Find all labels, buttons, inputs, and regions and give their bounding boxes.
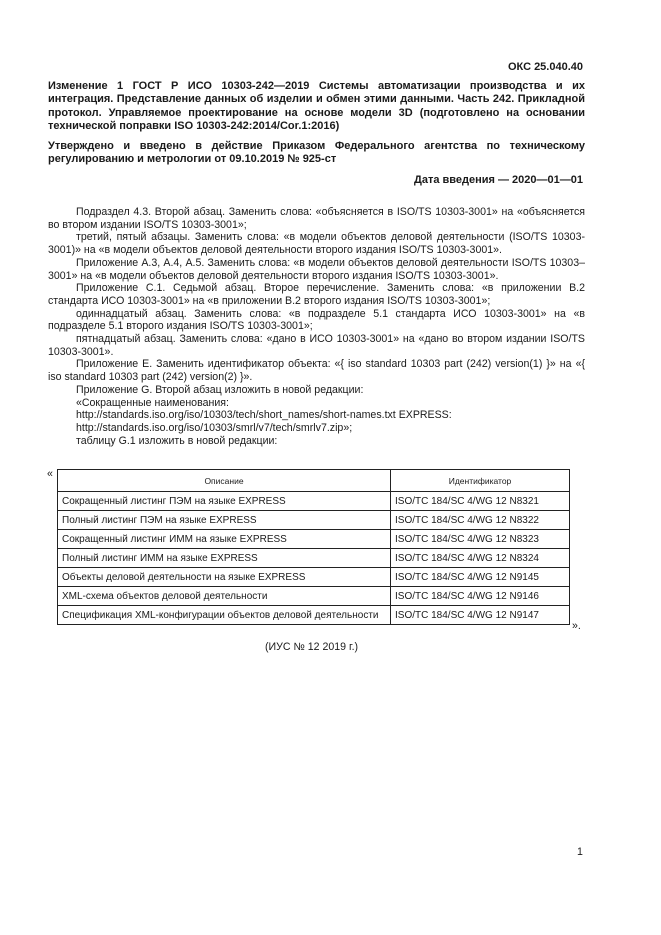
amendment-body [48, 206, 585, 447]
link-smrl: http://standards.iso.org/iso/10303/smrl/v7/tech/smrlv7.zip»; [76, 421, 353, 434]
cell-description: Объекты деловой деятельности на языке EXPRESS [58, 568, 391, 587]
paragraph-table-g1: таблицу G.1 изложить в новой редакции: [76, 434, 278, 447]
cell-identifier: ISO/TC 184/SC 4/WG 12 N8324 [391, 549, 570, 568]
paragraph-short-names: «Сокращенные наименования: [76, 396, 229, 409]
quote-open-mark: « [47, 468, 53, 480]
cell-identifier: ISO/TC 184/SC 4/WG 12 N9146 [391, 587, 570, 606]
paragraph-4-3: Подраздел 4.3. Второй абзац. Заменить слова: «объясняется в ISO/TS 10303-3001» на «объясняется во втором издании ISO/TS 10303-3001»; [48, 206, 585, 231]
quote-close-mark: ». [572, 620, 581, 632]
cell-description: Полный листинг ПЭМ на языке EXPRESS [58, 511, 391, 530]
cell-description: Полный листинг ИММ на языке EXPRESS [58, 549, 391, 568]
cell-description: Спецификация XML-конфигурации объектов деловой деятельности [58, 606, 391, 625]
header-description: Описание [58, 470, 391, 492]
ius-reference: (ИУС № 12 2019 г.) [265, 641, 359, 653]
cell-identifier: ISO/TC 184/SC 4/WG 12 N8322 [391, 511, 570, 530]
paragraph-eleventh: одиннадцатый абзац. Заменить слова: «в подразделе 5.1 стандарта ИСО 10303-3001» на «в подразделе 5.1 второго издания ISO/TS 10303-3001»; [48, 307, 585, 333]
cell-description: Сокращенный листинг ИММ на языке EXPRESS [58, 530, 391, 549]
table-row [58, 568, 570, 587]
amendment-title: Изменение 1 ГОСТ Р ИСО 10303-242—2019 Системы автоматизации производства и их интеграция. Представление данных об изделии и обмен этими данными. Часть 242. Прикладной протокол. Управляемое проектирование на основе модели 3D (подготовлено на основании технической поправки ISO 10303-242:2014/Cor.1:2016) [48, 80, 585, 133]
link-short-names: http://standards.iso.org/iso/10303/tech/short_names/short-names.txt EXPRESS: [76, 409, 452, 422]
paragraph-annex-c1: Приложение С.1. Седьмой абзац. Второе перечисление. Заменить слова: «в приложении В.2 стандарта ИСО 10303-3001» на «в приложении В.2 второго издания ISO/TS 10303-3001»; [48, 282, 585, 307]
table-row [58, 606, 570, 625]
paragraph-annex-e: Приложение Е. Заменить идентификатор объекта: «{ iso standard 10303 part (242) version(1) }» на «{ iso standard 10303 part (242) version(2) }». [48, 358, 585, 384]
cell-identifier: ISO/TC 184/SC 4/WG 12 N9147 [391, 606, 570, 625]
effective-date: Дата введения — 2020—01—01 [414, 174, 583, 186]
table-header-row [58, 470, 570, 492]
table-row [58, 587, 570, 606]
oks-code: ОКС 25.040.40 [507, 61, 583, 73]
cell-identifier: ISO/TC 184/SC 4/WG 12 N9145 [391, 568, 570, 587]
table-row [58, 492, 570, 511]
table-row [58, 511, 570, 530]
cell-description: Сокращенный листинг ПЭМ на языке EXPRESS [58, 492, 391, 511]
cell-identifier: ISO/TC 184/SC 4/WG 12 N8323 [391, 530, 570, 549]
approval-statement: Утверждено и введено в действие Приказом Федерального агентства по техническому регулированию и метрологии от 09.10.2019 № 925-ст [48, 140, 585, 166]
cell-identifier: ISO/TC 184/SC 4/WG 12 N8321 [391, 492, 570, 511]
page-number: 1 [577, 846, 583, 858]
header-identifier: Идентификатор [391, 470, 570, 492]
paragraph-fifteenth: пятнадцатый абзац. Заменить слова: «дано в ИСО 10303-3001» на «дано во втором издании ISO/TS 10303-3001». [48, 333, 585, 358]
cell-description: XML-схема объектов деловой деятельности [58, 587, 391, 606]
paragraph-annex-g: Приложение G. Второй абзац изложить в новой редакции: [76, 383, 364, 396]
table-g1 [57, 469, 570, 625]
table-row [58, 530, 570, 549]
paragraph-annex-a: Приложение А.3, А.4, А.5. Заменить слова: «в модели объектов деловой деятельности ISO/TS 10303–3001» на «в модели объектов деловой деятельности второго издания ISO/TS 10303-3001». [48, 256, 585, 282]
paragraph-third-fifth: третий, пятый абзацы. Заменить слова: «в модели объектов деловой деятельности (ISO/TS 10303-3001)» на «в модели объектов деловой деятельности второго издания ISO/TS 10303-3001». [48, 231, 585, 257]
table-row [58, 549, 570, 568]
